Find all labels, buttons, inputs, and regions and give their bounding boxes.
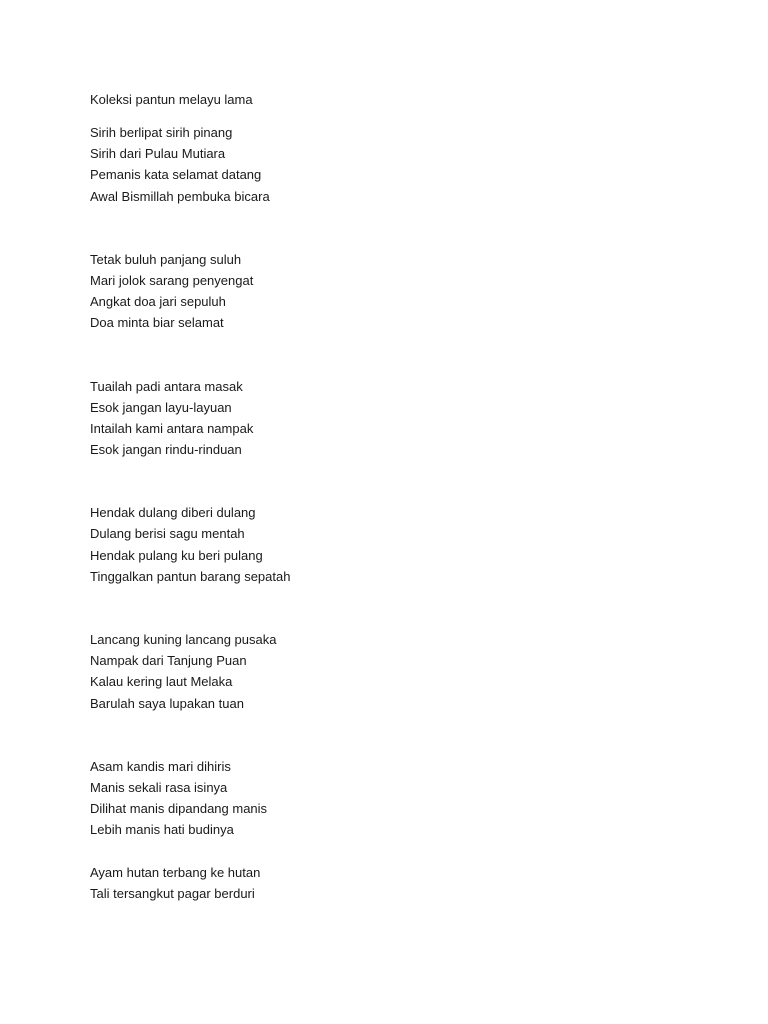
stanza-spacer [90,460,710,502]
stanza-line: Dilihat manis dipandang manis [90,801,268,817]
stanza-line: Angkat doa jari sepuluh [90,294,226,310]
stanza-line: Intailah kami antara nampak [90,420,254,436]
stanza-line: Tali tersangkut pagar berduri [90,885,255,901]
stanza-6 [90,756,710,841]
stanza-1 [90,122,710,207]
document-title: Koleksi pantun melayu lama [90,92,253,107]
stanza-line: Barulah saya lupakan tuan [90,695,244,711]
stanza-line: Pemanis kata selamat datang [90,167,262,183]
stanza-line: Ayam hutan terbang ke hutan [90,864,261,880]
stanza-line: Dulang berisi sagu mentah [90,526,245,542]
stanza-line: Hendak pulang ku beri pulang [90,547,263,563]
stanza-line: Tetak buluh panjang suluh [90,251,242,267]
stanza-line: Sirih dari Pulau Mutiara [90,146,226,162]
stanza-spacer [90,714,710,756]
stanza-line: Esok jangan layu-layuan [90,399,232,415]
stanza-line: Lancang kuning lancang pusaka [90,632,277,647]
stanza-line: Esok jangan rindu-rinduan [90,442,242,458]
stanza-line: Doa minta biar selamat [90,315,224,331]
stanza-spacer [90,587,710,629]
stanza-line: Nampak dari Tanjung Puan [90,653,247,669]
stanza-spacer [90,207,710,249]
stanza-line: Hendak dulang diberi dulang [90,505,256,521]
stanza-4 [90,502,710,587]
stanza-5 [90,629,710,714]
stanza-line: Mari jolok sarang penyengat [90,272,254,288]
stanza-line: Sirih berlipat sirih pinang [90,125,233,140]
stanza-line: Manis sekali rasa isinya [90,779,228,795]
stanza-line: Awal Bismillah pembuka bicara [90,188,270,204]
stanza-line: Asam kandis mari dihiris [90,758,231,774]
stanza-3 [90,376,710,461]
stanza-spacer [90,841,710,862]
stanza-line: Lebih manis hati budinya [90,822,234,838]
stanza-7 [90,862,710,904]
stanza-line: Tuailah padi antara masak [90,378,243,394]
document-page [90,89,710,904]
stanza-line: Tinggalkan pantun barang sepatah [90,568,291,584]
stanza-line: Kalau kering laut Melaka [90,674,233,690]
stanza-2 [90,249,710,334]
stanza-spacer [90,334,710,376]
